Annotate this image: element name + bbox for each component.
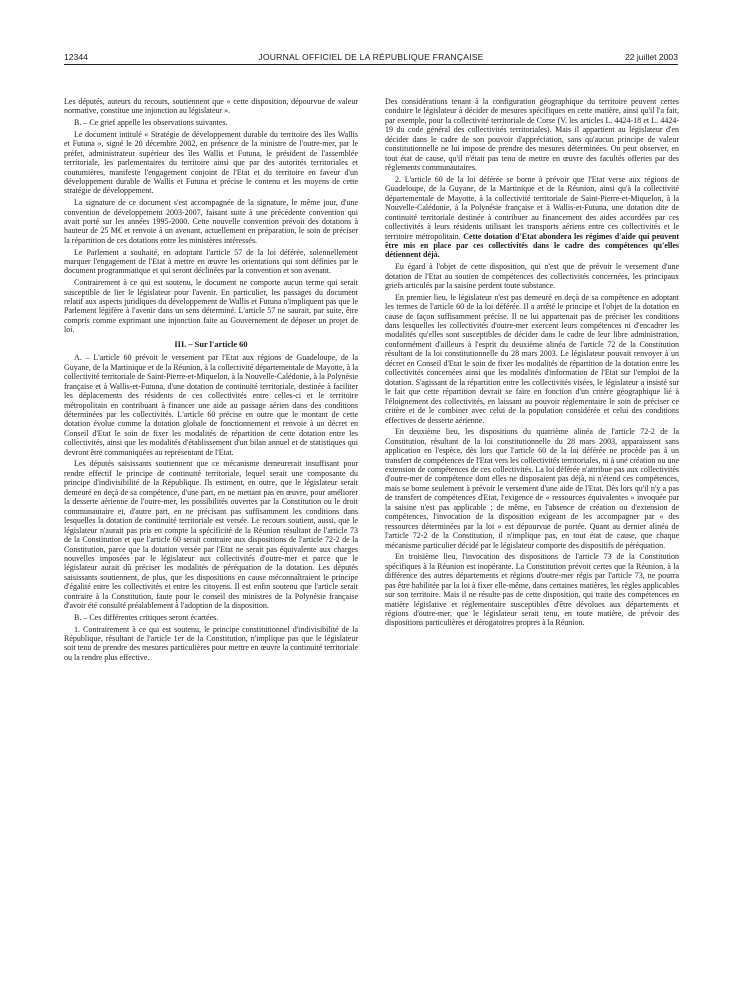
paragraph: A. – L'article 60 prévoit le versement par l'Etat aux régions de Guadeloupe, de la Guyane, de la Martinique et de la Réunion, à la collectivité départementale de Mayotte, à la collectivité territoriale de Saint-Pierre-et-Miquelon, à la Nouvelle-Calédonie, à la Polynésie française et à Wallis-et-Futuna, d'une dotation de continuité territoriale, destinée à faciliter les déplacements des résidents de ces collectivités entre celles-ci et le territoire métropolitain en contribuant à financer une aide au passage aérien dans des conditions déterminées par les collectivités. L'article 60 précise en outre que le montant de cette dotation évolue comme la dotation globale de fonctionnement et renvoie à un décret en Conseil d'Etat le soin de fixer les modalités de répartition de cette dotation entre les collectivités, ainsi que les modalités d'établissement d'un bilan annuel et de statistiques qui devront être communiquées au représentant de l'Etat. [64, 353, 358, 457]
publication-date: 22 juillet 2003 [624, 52, 678, 62]
journal-title: JOURNAL OFFICIEL DE LA RÉPUBLIQUE FRANÇAISE [258, 52, 484, 62]
paragraph: Contrairement à ce qui est soutenu, le document ne comporte aucun terme qui serait susceptible de lier le législateur pour l'avenir. En particulier, les passages du document relatif aux aspects juridiques du développement de Wallis et Futuna n'impliquent pas que le Parlement légifère à l'avenir dans un sens déterminé. L'article 57 ne saurait, par suite, être compris comme exprimant une injonction faite au Gouvernement de déposer un projet de loi. [64, 278, 358, 335]
paragraph: Des considérations tenant à la configuration géographique du territoire peuvent certes conduire le législateur à décider de mesures spécifiques en cette matière, ainsi qu'il l'a fait, par exemple, pour la collectivité territoriale de Corse (V. les articles L. 4424-18 et L. 4424-19 du code général des collectivités territoriales). Mais il appartient au législateur d'en décider dans le cadre de son pouvoir d'appréciation, sans qu'aucun principe de valeur constitutionnelle ne lui impose de prendre des mesures déterminées. On peut observer, en tout état de cause, qu'il n'était pas tenu de mettre en œuvre des facultés offertes par des règlements communautaires. [385, 97, 679, 173]
paragraph: En troisième lieu, l'invocation des dispositions de l'article 73 de la Constitution spécifiques à la Réunion est inopérante. La Constitution prévoit certes que la Réunion, à la différence des autres départements et régions d'outre-mer régis par l'article 73, ne pourra pas être habilitée par la loi à fixer elle-même, dans certaines matières, les règles applicables sur son territoire. Mais il ne résulte pas de cette disposition, qui traite des compétences en matière législative et réglementaire susceptibles d'être dévolues aux départements et régions d'outre-mer, que le législateur serait tenu, en toute matière, de prévoir des dispositions particulières et dérogatoires propres à la Réunion. [385, 552, 679, 628]
paragraph: En deuxième lieu, les dispositions du quatrième alinéa de l'article 72-2 de la Constitution, résultant de la loi constitutionnelle du 28 mars 2003, apparaissent sans application en l'espèce, dès lors que l'article 60 de la loi déférée ne procède pas à un transfert de compétences de l'Etat vers les collectivités territoriales, ni à une création ou une extension de compétences de ces collectivités. La loi déférée n'attribue pas aux collectivités d'outre-mer de compétence dont elles ne disposaient pas déjà, ni n'étend ces compétences, mais se borne seulement à prévoir le versement d'une aide de l'Etat. Dès lors qu'il n'y a pas de transfert de compétences d'Etat, l'exigence de « ressources équivalentes » invoquée par la saisine n'est pas applicable ; de même, en l'absence de création ou d'extension de compétences, l'invocation de la disposition exigeant de les accompagner par « des ressources déterminées par la loi » est dépourvue de portée. Quant au dernier alinéa de l'article 72-2 de la Constitution, il n'implique pas, en tout état de cause, que chaque mécanisme particulier décidé par le législateur comporte des dispositifs de péréquation. [385, 427, 679, 550]
paragraph [385, 175, 679, 260]
paragraph: Les députés saisissants soutiennent que ce mécanisme demeurerait insuffisant pour rendre effectif le principe de continuité territoriale, lequel serait une composante du principe d'indivisibilité de la République. Ils estiment, en outre, que le législateur serait demeuré en deçà de sa compétence, d'une part, en ne mettant pas en œuvre, pour améliorer la desserte aérienne de l'outre-mer, les possibilités ouvertes par la Constitution ou le droit communautaire et, d'autre part, en ne précisant pas suffisamment les conditions dans lesquelles la dotation de continuité territoriale est versée. Le recours soutient, aussi, que le législateur n'aurait pas pris en compte la spécificité de la Réunion résultant de l'article 73 de la Constitution et que l'article 60 serait contraire aux dispositions de l'article 72-2 de la Constitution, parce que la dotation versée par l'Etat ne serait pas équivalente aux charges nouvelles imposées par le législateur aux collectivités d'outre-mer et parce que le législateur aurait dû préciser les modalités de péréquation de la dotation. Les députés saisissants soutiennent, de plus, que les dispositions en cause méconnaîtraient le principe d'égalité entre les collectivités et entre les citoyens. Il est enfin soutenu que l'article serait contraire à la Constitution, faute pour le conseil des ministres de la Polynésie française d'avoir été consulté préalablement à l'adoption de la disposition. [64, 459, 358, 611]
bold-sentence: Cette dotation d'Etat abondera les régimes d'aide qui peuvent être mis en place par ces collectivités dans le cadre des compétences qu'elles détiennent déjà. [385, 231, 679, 260]
page-number: 12344 [64, 52, 88, 62]
paragraph: 1. Contrairement à ce qui est soutenu, le principe constitutionnel d'indivisibilité de la République, résultant de l'article 1er de la Constitution, n'implique pas que le législateur soit tenu de prendre des mesures particulières pour mettre en œuvre la continuité territoriale ou la rendre plus effective. [64, 624, 358, 662]
paragraph: Eu égard à l'objet de cette disposition, qui n'est que de prévoir le versement d'une dotation de l'Etat au soutien de compétences des collectivités concernées, les principaux griefs articulés par la saisine perdent toute substance. [385, 262, 679, 290]
paragraph: B. – Ces différentes critiques seront écartées. [74, 612, 219, 622]
section-heading: III. – Sur l'article 60 [174, 339, 248, 349]
paragraph: En premier lieu, le législateur n'est pas demeuré en deçà de sa compétence en adoptant les termes de l'article 60 de la loi déférée. Il a arrêté le principe et l'objet de la dotation en cause de façon suffisamment précise. Il ne lui appartenait pas de préciser les conditions dans lesquelles les collectivités d'outre-mer exercent leurs compétences ni d'encadrer les modalités qu'elles sont susceptibles de décider dans le cadre de leur libre administration, conformément d'ailleurs à l'esprit du deuxième alinéa de l'article 72 de la Constitution résultant de la loi constitutionnelle du 28 mars 2003. Le législateur pouvait renvoyer à un décret en Conseil d'Etat le soin de fixer les modalités de répartition de la dotation entre les collectivités concernées ainsi que les modalités d'information de l'Etat sur l'emploi de la dotation. S'agissant de la répartition entre les collectivités visées, le législateur a insisté sur le fait que cette répartition devrait se faire en fonction d'un critère géographique lié à l'éloignement des collectivités, en laissant au pouvoir réglementaire le soin de préciser ce critère et de le combiner avec celui de la population considérée et celui des conditions effectives de desserte aérienne. [385, 292, 679, 425]
left-column [64, 97, 358, 977]
paragraph: La signature de ce document s'est accompagnée de la signature, le même jour, d'une convention de développement 2003-2007, faisant suite à une précédente convention qui avait porté sur les années 1995-2000. Cette nouvelle convention prévoit des dotations à hauteur de 25 M€ et renvoie à un avenant, actuellement en préparation, le soin de préciser la répartition de ces dotations entre les ministères intéressés. [64, 198, 358, 245]
paragraph: B. – Ce grief appelle les observations suivantes. [74, 118, 228, 128]
right-column [385, 97, 679, 977]
paragraph: Le document intitulé « Stratégie de développement durable du territoire des îles Wallis et Futuna », signé le 20 décembre 2002, en présence de la ministre de l'outre-mer, par le préfet, administrateur supérieur des îles Wallis et Futuna, le président de l'assemblée territoriale, les parlementaires du territoire ainsi que par des autorités territoriales et coutumières, manifeste l'engagement conjoint de l'Etat et du territoire en faveur d'un développement durable de Wallis et Futuna et précise le contenu et les moyens de cette stratégie de développement. [64, 129, 358, 196]
header-rule [64, 64, 678, 65]
page-header [64, 52, 678, 68]
paragraph-text: 2. L'article 60 de la loi déférée se borne à prévoir que l'Etat verse aux régions de Guadeloupe, de la Guyane, de la Martinique et de la Réunion, ainsi qu'à la collectivité départementale de Mayotte, à la collectivité territoriale de Saint-Pierre-et-Miquelon, à la Nouvelle-Calédonie, à la Polynésie française et à Wallis-et-Futuna, une dotation dite de continuité territoriale destinée à contribuer au financement des aides accordées par ces collectivités à leurs résidents utilisant les transports aériens entre ces collectivités et le territoire métropolitain. [385, 174, 679, 241]
paragraph: Les députés, auteurs du recours, soutiennent que « cette disposition, dépourvue de valeur normative, constitue une injonction au législateur ». [64, 97, 358, 116]
paragraph: Le Parlement a souhaité, en adoptant l'article 57 de la loi déférée, solennellement marquer l'engagement de l'Etat à mettre en œuvre les orientations qui sont définies par le document programmatique et qui seront déclinées par la convention et son avenant. [64, 247, 358, 276]
